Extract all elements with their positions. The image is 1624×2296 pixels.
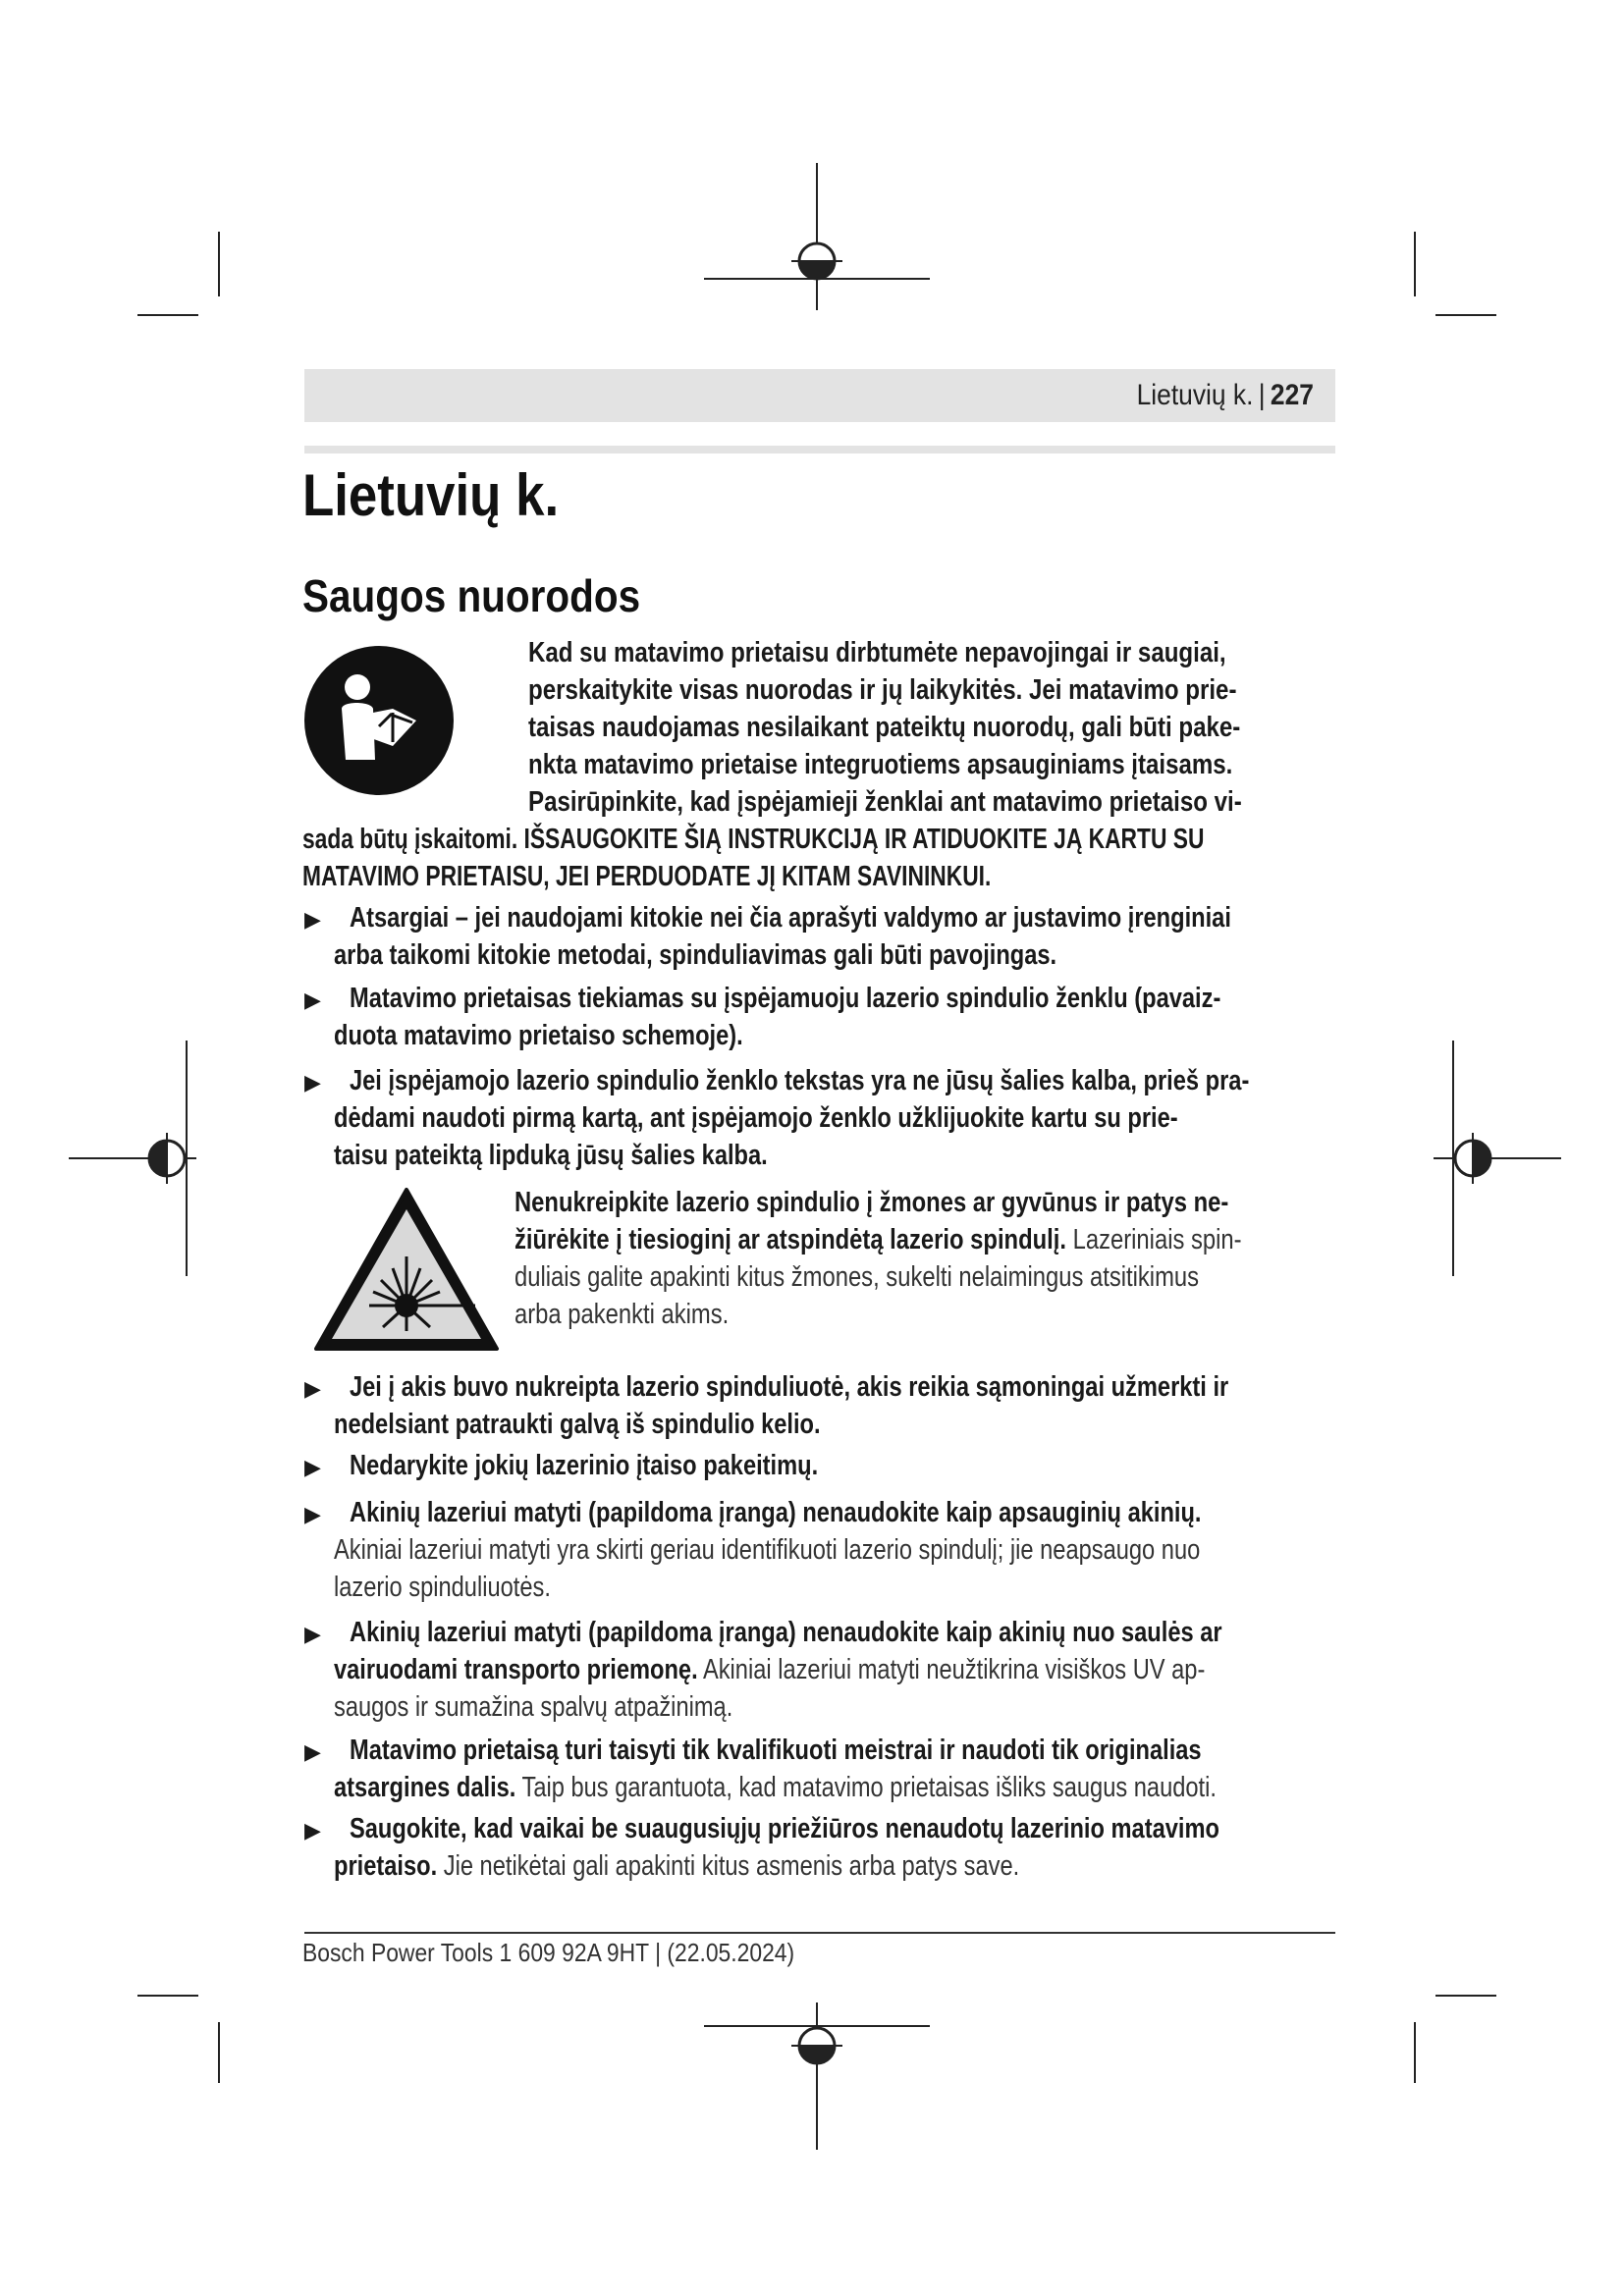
- bullet-tail: Taip bus garantuota, kad matavimo prietaisas išliks saugus naudoti.: [515, 1772, 1217, 1803]
- bullet-triangle-icon: ▶: [304, 1818, 321, 1842]
- header-label: [1137, 379, 1314, 412]
- bullet-text: [334, 1847, 1019, 1885]
- bullet-bold: vairuodami transporto priemonę.: [334, 1654, 698, 1685]
- bullet-text: Matavimo prietaisas tiekiamas su įspėjamuoju lazerio spindulio ženklu (pavaiz-: [350, 983, 1221, 1014]
- bullet-triangle-icon: ▶: [304, 907, 321, 932]
- registration-mark-bottom-icon: [699, 2002, 935, 2150]
- bullet-text: saugos ir sumažina spalvų atpažinimą.: [334, 1691, 733, 1723]
- intro-line: perskaitykite visas nuorodas ir jų laikykitės. Jei matavimo prie-: [528, 674, 1237, 706]
- header-separator: |: [1258, 379, 1266, 411]
- bullet-text: [334, 1651, 1205, 1688]
- bullet-text: Akinių lazeriui matyti (papildoma įranga) nenaudokite kaip akinių nuo saulės ar: [350, 1617, 1222, 1648]
- registration-mark-top-icon: [699, 163, 935, 310]
- bullet-triangle-icon: ▶: [304, 1739, 321, 1764]
- section-title: Saugos nuorodos: [302, 570, 641, 621]
- bullet-bold: prietaiso.: [334, 1850, 438, 1882]
- registration-mark-left-icon: [69, 1041, 196, 1276]
- laser-warning-line: Nenukreipkite lazerio spindulio į žmones ar gyvūnus ir patys ne-: [514, 1187, 1229, 1218]
- laser-warning-bold: žiūrėkite į tiesioginį ar atspindėtą lazerio spindulį.: [514, 1224, 1067, 1255]
- laser-warning-icon: [310, 1184, 503, 1357]
- bullet-text: Jei įspėjamojo lazerio spindulio ženklo tekstas yra ne jūsų šalies kalba, prieš pra-: [350, 1065, 1250, 1096]
- bullet-text: lazerio spinduliuotės.: [334, 1572, 551, 1603]
- bullet-text: dėdami naudoti pirmą kartą, ant įspėjamojo ženklo užklijuokite kartu su prie-: [334, 1102, 1178, 1134]
- intro-line: MATAVIMO PRIETAISU, JEI PERDUODATE JĮ KITAM SAVININKUI.: [302, 861, 992, 892]
- laser-warning-line: [514, 1221, 1242, 1258]
- bullet-text: arba taikomi kitokie metodai, spinduliavimas gali būti pavojingas.: [334, 939, 1057, 971]
- read-manual-icon: [302, 644, 456, 797]
- bullet-text: taisu pateiktą lipduką jūsų šalies kalba.: [334, 1140, 768, 1171]
- intro-line: nkta matavimo prietaise integruotiems apsauginiams įtaisams.: [528, 749, 1233, 780]
- bullet-triangle-icon: ▶: [304, 1455, 321, 1479]
- header-rule: [304, 446, 1335, 454]
- laser-warning-tail: Lazeriniais spin-: [1066, 1224, 1242, 1255]
- running-header: [304, 369, 1335, 422]
- bullet-text: Akiniai lazeriui matyti yra skirti geriau identifikuoti lazerio spindulį; jie neapsaugo nuo: [334, 1534, 1201, 1566]
- bullet-tail: Akiniai lazeriui matyti neužtikrina visiškos UV ap-: [697, 1654, 1206, 1685]
- bullet-text: Atsargiai – jei naudojami kitokie nei čia aprašyti valdymo ar justavimo įrenginiai: [350, 902, 1231, 934]
- chapter-title: Lietuvių k.: [302, 462, 560, 528]
- bullet-text: Jei į akis buvo nukreipta lazerio spinduliuotė, akis reikia sąmoningai užmerkti ir: [350, 1371, 1229, 1403]
- bullet-text: nedelsiant patraukti galvą iš spindulio kelio.: [334, 1409, 821, 1440]
- bullet-text: Matavimo prietaisą turi taisyti tik kvalifikuoti meistrai ir naudoti tik originalias: [350, 1735, 1202, 1766]
- bullet-triangle-icon: ▶: [304, 1376, 321, 1401]
- footer-rule: [304, 1932, 1335, 1934]
- bullet-tail: Jie netikėtai gali apakinti kitus asmenis arba patys save.: [437, 1850, 1020, 1882]
- intro-line: sada būtų įskaitomi. IŠSAUGOKITE ŠIĄ INSTRUKCIJĄ IR ATIDUOKITE JĄ KARTU SU: [302, 824, 1205, 855]
- footer-text: Bosch Power Tools 1 609 92A 9HT | (22.05.2024): [302, 1938, 795, 1967]
- intro-line: taisas naudojamas nesilaikant pateiktų nuorodų, gali būti pake-: [528, 712, 1241, 743]
- bullet-text: duota matavimo prietaiso schemoje).: [334, 1020, 743, 1051]
- bullet-triangle-icon: ▶: [304, 1622, 321, 1646]
- intro-line: Pasirūpinkite, kad įspėjamieji ženklai ant matavimo prietaiso vi-: [528, 786, 1242, 818]
- bullet-text: Akinių lazeriui matyti (papildoma įranga) nenaudokite kaip apsauginių akinių.: [350, 1497, 1202, 1528]
- laser-warning-line: duliais galite apakinti kitus žmones, sukelti nelaimingus atsitikimus: [514, 1261, 1200, 1293]
- bullet-triangle-icon: ▶: [304, 988, 321, 1012]
- header-section-name: Lietuvių k.: [1136, 379, 1254, 411]
- intro-line: Kad su matavimo prietaisu dirbtumėte nepavojingai ir saugiai,: [528, 637, 1226, 668]
- page-number: 227: [1270, 379, 1314, 411]
- registration-mark-right-icon: [1434, 1041, 1561, 1276]
- bullet-bold: atsargines dalis.: [334, 1772, 516, 1803]
- bullet-triangle-icon: ▶: [304, 1070, 321, 1095]
- bullet-text: [334, 1769, 1217, 1806]
- bullet-triangle-icon: ▶: [304, 1502, 321, 1526]
- laser-warning-line: arba pakenkti akims.: [514, 1299, 730, 1330]
- bullet-text: Saugokite, kad vaikai be suaugusiųjų priežiūros nenaudotų lazerinio matavimo: [350, 1813, 1219, 1844]
- bullet-text: Nedarykite jokių lazerinio įtaiso pakeitimų.: [350, 1450, 819, 1481]
